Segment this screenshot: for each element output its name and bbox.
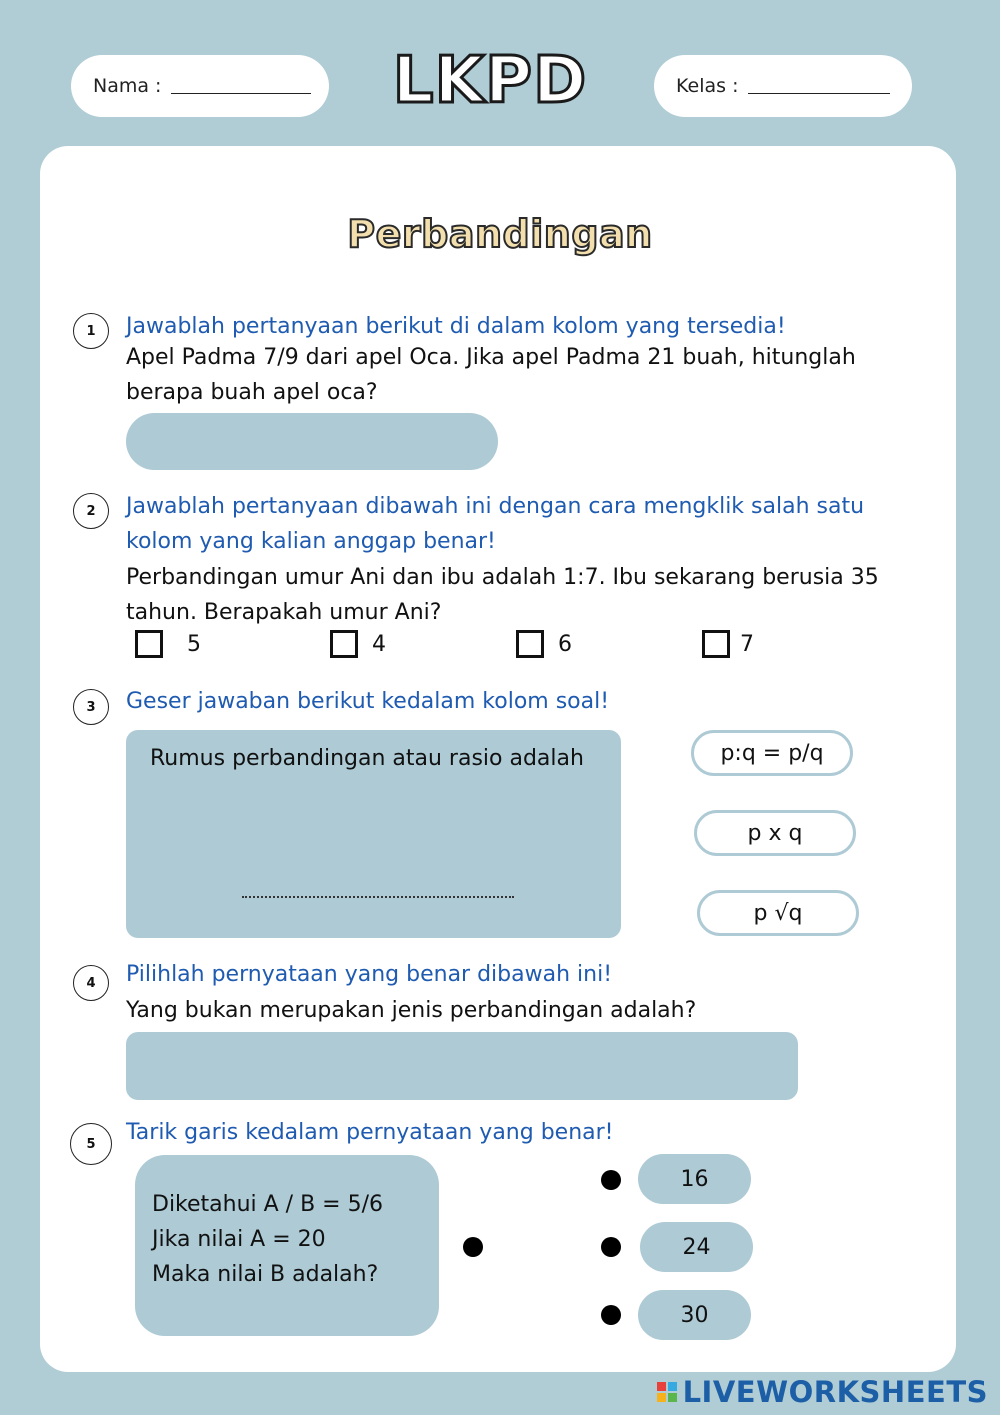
q4-answer-dropdown[interactable] — [126, 1032, 798, 1100]
q5-prompt-line-3: Maka nilai B adalah? — [152, 1262, 379, 1287]
name-label: Nama : — [93, 75, 162, 97]
question-number-5: 5 — [70, 1123, 112, 1165]
q2-option-7[interactable] — [702, 630, 754, 658]
name-field[interactable] — [71, 55, 329, 117]
q3-instruction: Geser jawaban berikut kedalam kolom soal! — [126, 689, 610, 714]
class-field[interactable] — [654, 55, 912, 117]
brand-name: LIVEWORKSHEETS — [682, 1375, 988, 1409]
liveworksheets-logo — [657, 1376, 988, 1408]
checkbox[interactable] — [516, 630, 544, 658]
q2-instruction-line-1: Jawablah pertanyaan dibawah ini dengan cara mengklik salah satu — [126, 494, 865, 519]
q2-option-label: 4 — [372, 631, 386, 657]
name-blank[interactable] — [171, 79, 311, 94]
q5-prompt-line-2: Jika nilai A = 20 — [152, 1227, 326, 1252]
q5-prompt-line-1: Diketahui A / B = 5/6 — [152, 1192, 384, 1217]
question-number-4: 4 — [73, 965, 109, 1001]
checkbox[interactable] — [702, 630, 730, 658]
q2-instruction-line-2: kolom yang kalian anggap benar! — [126, 529, 496, 554]
q5-match-option: 16 — [638, 1154, 751, 1204]
q5-right-connector-dot[interactable] — [601, 1237, 621, 1257]
q2-text-line-1: Perbandingan umur Ani dan ibu adalah 1:7. Ibu sekarang berusia 35 — [126, 565, 879, 590]
q5-match-option: 24 — [640, 1222, 753, 1272]
class-blank[interactable] — [748, 79, 890, 94]
q3-prompt: Rumus perbandingan atau rasio adalah — [150, 746, 584, 771]
q5-right-connector-dot[interactable] — [601, 1170, 621, 1190]
q1-answer-input[interactable] — [126, 413, 498, 470]
question-number-2: 2 — [73, 493, 109, 529]
liveworksheets-icon — [657, 1382, 677, 1402]
question-number-3: 3 — [73, 689, 109, 725]
q2-option-label: 5 — [187, 631, 201, 657]
q4-instruction: Pilihlah pernyataan yang benar dibawah ini! — [126, 962, 613, 987]
q2-option-label: 7 — [740, 631, 754, 657]
q3-drag-option[interactable]: p:q = p/q — [691, 730, 853, 776]
q2-text-line-2: tahun. Berapakah umur Ani? — [126, 600, 442, 625]
q2-option-6[interactable] — [516, 630, 572, 658]
q1-text-line-1: Apel Padma 7/9 dari apel Oca. Jika apel Padma 21 buah, hitunglah — [126, 345, 856, 370]
subject-title: Perbandingan — [347, 212, 653, 256]
question-number-1: 1 — [73, 313, 109, 349]
worksheet-title: LKPD — [392, 44, 588, 118]
q2-option-label: 6 — [558, 631, 572, 657]
checkbox[interactable] — [135, 630, 163, 658]
q5-match-option: 30 — [638, 1290, 751, 1340]
q5-left-connector-dot[interactable] — [463, 1237, 483, 1257]
q3-drag-option[interactable]: p x q — [694, 810, 856, 856]
q4-text: Yang bukan merupakan jenis perbandingan adalah? — [126, 998, 697, 1023]
class-label: Kelas : — [676, 75, 739, 97]
checkbox[interactable] — [330, 630, 358, 658]
q5-instruction: Tarik garis kedalam pernyataan yang benar! — [126, 1120, 614, 1145]
q2-option-4[interactable] — [330, 630, 386, 658]
q3-drop-slot[interactable] — [242, 896, 514, 898]
q3-drop-area[interactable] — [126, 730, 621, 938]
q5-right-connector-dot[interactable] — [601, 1305, 621, 1325]
q1-instruction: Jawablah pertanyaan berikut di dalam kolom yang tersedia! — [126, 314, 786, 339]
q1-text-line-2: berapa buah apel oca? — [126, 380, 378, 405]
q5-prompt-box — [135, 1155, 439, 1336]
q2-option-5[interactable] — [135, 630, 201, 658]
q3-drag-option[interactable]: p √q — [697, 890, 859, 936]
